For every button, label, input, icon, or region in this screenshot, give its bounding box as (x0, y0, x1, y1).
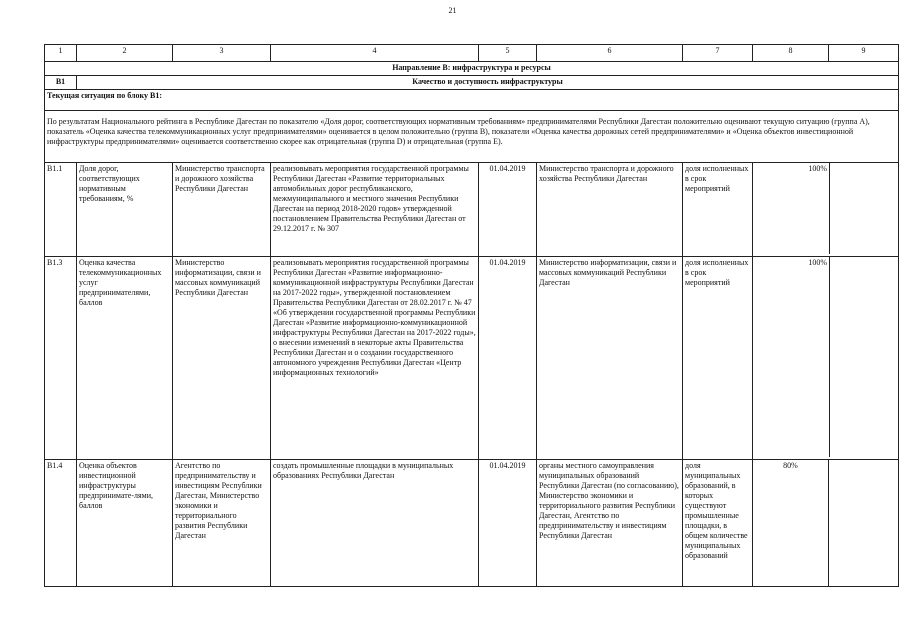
row-executor: Министерство транспорта и дорожного хозяйства Республики Дагестан (537, 163, 683, 257)
action-plan-table (44, 44, 899, 587)
row-executor: органы местного самоуправления муниципальных образований Республики Дагестан (по согласованию), Министерство экономики и территориального развития Республики Дагестан, Агентство по предпринимательству и инвестициям Республики Дагестан (537, 460, 683, 587)
column-number: 8 (753, 45, 829, 62)
current-situation-row (45, 90, 899, 111)
block-row (45, 76, 899, 90)
row-responsible: Агентство по предпринимательству и инвестициям Республики Дагестан, Министерство экономики и территориального развития Республики Дагестан (173, 460, 271, 587)
row-code: В1.3 (45, 257, 77, 460)
row-code: В1.4 (45, 460, 77, 587)
row-responsible: Министерство транспорта и дорожного хозяйства Республики Дагестан (173, 163, 271, 257)
row-date: 01.04.2019 (479, 163, 537, 257)
column-number-row (45, 45, 899, 62)
row-executor: Министерство информатизации, связи и массовых коммуникаций Республики Дагестан (537, 257, 683, 460)
block-code: В1 (45, 76, 77, 90)
row-extra (829, 460, 899, 587)
current-situation-label: Текущая ситуация по блоку В1: (45, 90, 899, 111)
row-value: 80% (753, 460, 829, 587)
table-row (45, 163, 899, 257)
row-value: 100% (808, 164, 827, 173)
summary-text: По результатам Национального рейтинга в Республике Дагестан по показателю «Доля дорог, соответствующих нормативным требованиям» предпринимателями Республики Дагестан положительно оценивают текущую ситуацию (группа А), показатель «Оценка качества телекоммуникационных услуг предпринимателями» оценивается в целом положительно (группа В), показатели «Оценка качества дорожных сетей предпринимателями» и «Оценка объектов инвестиционной инфраструктуры предпринимателями» оценивается соответственно скорее как отрицательная (группа D) и отрицательная (группа Е). (45, 111, 899, 163)
direction-title: Направление В: инфраструктура и ресурсы (45, 62, 899, 76)
row-value-cell (753, 163, 899, 257)
row-indicator: Оценка качества телекоммуникационных услуг предпринимателями, баллов (77, 257, 173, 460)
column-number: 4 (271, 45, 479, 62)
direction-row (45, 62, 899, 76)
row-code: В1.1 (45, 163, 77, 257)
column-number: 3 (173, 45, 271, 62)
column-number: 6 (537, 45, 683, 62)
row-date: 01.04.2019 (479, 257, 537, 460)
column-number: 9 (829, 45, 899, 62)
block-title: Качество и доступность инфраструктуры (77, 76, 899, 90)
row-measure: доля исполненных в срок мероприятий (683, 163, 753, 257)
table-row (45, 257, 899, 460)
column-number: 7 (683, 45, 753, 62)
row-extra (829, 257, 898, 457)
row-action: создать промышленные площадки в муниципальных образованиях Республики Дагестан (271, 460, 479, 587)
row-measure: доля муниципальных образований, в которых существуют промышленные площадки, в общем количестве муниципальных образований (683, 460, 753, 587)
row-action: реализовывать мероприятия государственной программы Республики Дагестан «Развитие информационно-коммуникационной инфраструктуры Республики Дагестан на 2017-2022 годы», утвержденной постановлением Правительства Республики Дагестан от 28.02.2017 г. № 47 «Об утверждении государственной программы Республики Дагестан «Развитие информационно-коммуникационной инфраструктуры Республики Дагестан на 2017-2022 годы», о внесении изменений в некоторые акты Правительства Республики Дагестан и о создании государственного автономного учреждения Республики Дагестан «Центр информационных технологий» (271, 257, 479, 460)
row-responsible: Министерство информатизации, связи и массовых коммуникаций Республики Дагестан (173, 257, 271, 460)
row-value-cell (753, 257, 899, 460)
row-value: 100% (808, 258, 827, 267)
page-number: 21 (448, 6, 457, 15)
row-indicator: Доля дорог, соответствующих нормативным требованиям, % (77, 163, 173, 257)
column-number: 5 (479, 45, 537, 62)
row-indicator: Оценка объектов инвестиционной инфраструктуры предприниматe-лями, баллов (77, 460, 173, 587)
table-row (45, 460, 899, 587)
row-action: реализовывать мероприятия государственной программы Республики Дагестан «Развитие территориальных автомобильных дорог республиканского, межмуниципального и местного значения Республики Дагестан на период 2018-2020 годов» утвержденной постановлением Правительства Республики Дагестан от 29.12.2017 г. № 307 (271, 163, 479, 257)
column-number: 1 (45, 45, 77, 62)
column-number: 2 (77, 45, 173, 62)
row-extra (829, 163, 898, 254)
row-date: 01.04.2019 (479, 460, 537, 587)
row-measure: доля исполненных в срок мероприятий (683, 257, 753, 460)
summary-row (45, 111, 899, 163)
